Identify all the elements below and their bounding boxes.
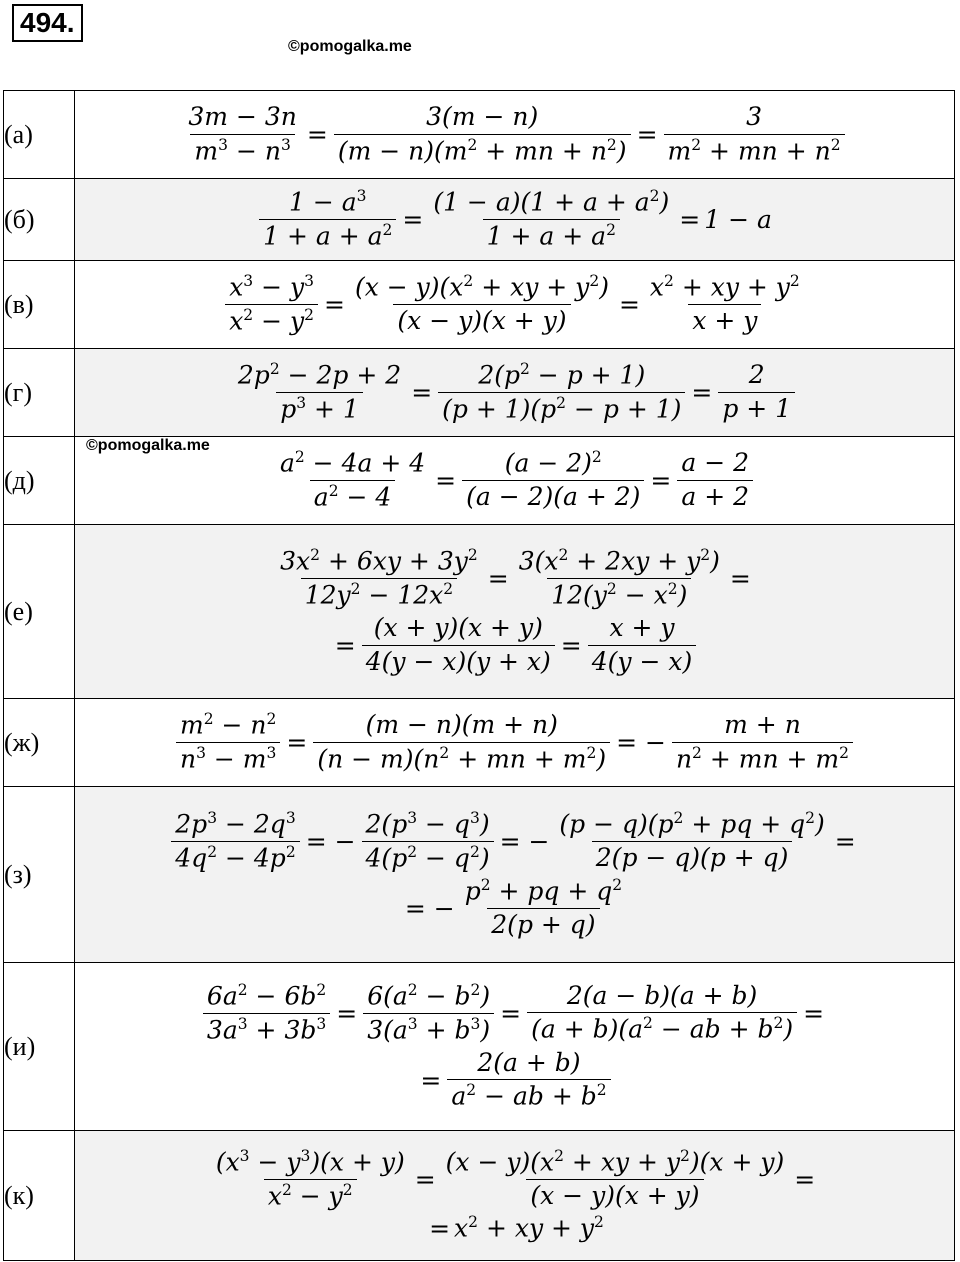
row-k bbox=[4, 1131, 955, 1261]
formula-line: $\frac{x^3 - y^3}{x^2 - y^2}$ = $\frac{(x - y)(x^2 + xy + y^2)}{(x - y)(x + y)}$ = $\frac{x^2 + xy + y^2}{x + y}$ bbox=[75, 273, 954, 336]
row-expression bbox=[75, 963, 955, 1131]
formula-line: $\frac{(x^3 - y^3)(x + y)}{x^2 - y^2}$ = $\frac{(x - y)(x^2 + xy + y^2)(x + y)}{(x - y)(x + y)}$ = bbox=[215, 1147, 816, 1211]
formula-line: $\frac{a^2 - 4a + 4}{a^2 - 4}$ = $\frac{(a - 2)^2}{(a - 2)(a + 2)}$ = $\frac{a - 2}{a + 2}$ bbox=[75, 449, 954, 512]
row-expression bbox=[75, 787, 955, 963]
row-e bbox=[4, 525, 955, 699]
row-expression bbox=[75, 179, 955, 261]
row-i bbox=[4, 963, 955, 1131]
row-expression bbox=[75, 525, 955, 699]
row-expression bbox=[75, 1131, 955, 1261]
row-label: (и) bbox=[4, 963, 75, 1131]
formula-line: = $x^2$ + xy + $y^2$ bbox=[429, 1213, 604, 1243]
row-label: (д) bbox=[4, 437, 75, 525]
row-label: (б) bbox=[4, 179, 75, 261]
watermark-middle: ©pomogalka.me bbox=[86, 437, 210, 454]
row-expression bbox=[75, 699, 955, 787]
formula-line: = $\frac{2(a + b)}{a^2 - ab + b^2}$ bbox=[75, 1049, 954, 1112]
row-label: (в) bbox=[4, 261, 75, 349]
row-label: (г) bbox=[4, 349, 75, 437]
formula-line: $\frac{2p^2 - 2p + 2}{p^3 + 1}$ = $\frac{2(p^2 - p + 1)}{(p + 1)(p^2 - p + 1)}$ = $\frac{2}{p + 1}$ bbox=[75, 361, 954, 424]
formula-line: $\frac{1 - a^3}{1 + a + a^2}$ = $\frac{(1 - a)(1 + a + a^2)}{1 + a + a^2}$ = 1 − a bbox=[75, 188, 954, 251]
row-a bbox=[4, 91, 955, 179]
row-expression bbox=[75, 349, 955, 437]
row-label: (е) bbox=[4, 525, 75, 699]
row-g bbox=[4, 349, 955, 437]
formula-line: $\frac{m^2 - n^2}{n^3 - m^3}$ = $\frac{(m - n)(m + n)}{(n - m)(n^2 + mn + m^2)}$ = − $\frac{m + n}{n^2 + mn + m^2}$ bbox=[75, 711, 954, 774]
formula-line: $\frac{6a^2 - 6b^2}{3a^3 + 3b^3}$ = $\frac{6(a^2 - b^2)}{3(a^3 + b^3)}$ = $\frac{2(a - b)(a + b)}{(a + b)(a^2 - ab + b^2)}$ = bbox=[75, 982, 954, 1045]
formula-line: $\frac{3x^2 + 6xy + 3y^2}{12y^2 - 12x^2}$ = $\frac{3(x^2 + 2xy + y^2)}{12(y^2 - x^2)}$ = bbox=[280, 545, 751, 610]
solutions-table bbox=[3, 90, 955, 1261]
formula-line: $\frac{3m - 3n}{m^3 - n^3}$ = $\frac{3(m - n)}{(m - n)(m^2 + mn + n^2)}$ = $\frac{3}{m^2 + mn + n^2}$ bbox=[75, 103, 954, 166]
row-label: (з) bbox=[4, 787, 75, 963]
formula-line: = $\frac{(x + y)(x + y)}{4(y - x)(y + x)}$ = $\frac{x + y}{4(y - x)}$ bbox=[75, 614, 954, 677]
row-zh bbox=[4, 699, 955, 787]
row-label: (к) bbox=[4, 1131, 75, 1261]
row-b bbox=[4, 179, 955, 261]
row-label: (а) bbox=[4, 91, 75, 179]
formula-line: = − $\frac{p^2 + pq + q^2}{2(p + q)}$ bbox=[404, 875, 623, 939]
row-z bbox=[4, 787, 955, 963]
row-expression bbox=[75, 261, 955, 349]
watermark-top: ©pomogalka.me bbox=[288, 38, 412, 55]
problem-number: 494. bbox=[12, 4, 83, 42]
formula-line: $\frac{2p^3 - 2q^3}{4q^2 - 4p^2}$ = − $\frac{2(p^3 - q^3)}{4(p^2 - q^2)}$ = − $\frac{(p - q)(p^2 + pq + q^2)}{2(p - q)(p + q)}$ = bbox=[75, 810, 954, 873]
row-expression bbox=[75, 91, 955, 179]
row-label: (ж) bbox=[4, 699, 75, 787]
row-v bbox=[4, 261, 955, 349]
